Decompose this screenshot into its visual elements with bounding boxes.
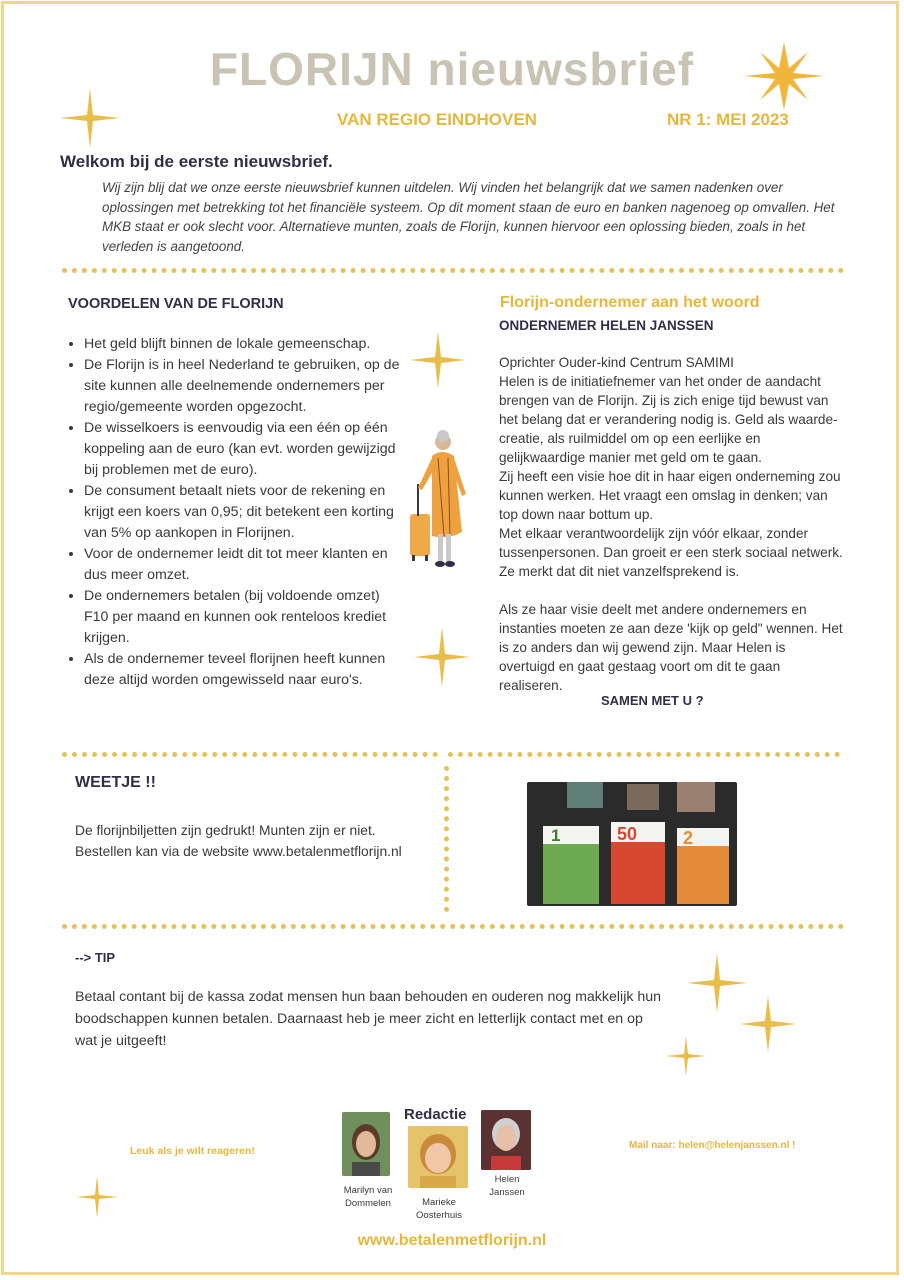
closing-question: SAMEN MET U ? xyxy=(601,693,704,708)
star-icon xyxy=(74,1174,120,1220)
entrepreneur-paragraph: Met elkaar verantwoordelijk zijn vóór elkaar, zonder tussenpersonen. Dan groeit er een sterk sociaal netwerk. Ze merkt dat dit niet vanzelfsprekend is. xyxy=(499,526,843,579)
banknote-2-label: 2 xyxy=(683,828,694,848)
benefits-list-container xyxy=(64,334,400,691)
editor-name: Helen Janssen xyxy=(489,1174,525,1198)
dotted-divider xyxy=(62,924,844,929)
star-icon xyxy=(738,994,798,1054)
banknotes-photo xyxy=(527,782,737,906)
fact-text: De florijnbiljetten zijn gedrukt! Munten zijn er niet. Bestellen kan via de website www.betalenmetflorijn.nl xyxy=(75,823,402,859)
fact-title: WEETJE !! xyxy=(75,774,156,791)
mail-address[interactable]: Mail naar: helen@helenjanssen.nl ! xyxy=(629,1140,796,1151)
dotted-divider xyxy=(448,752,840,757)
star-icon xyxy=(664,1034,708,1078)
issue-number: NR 1: MEI 2023 xyxy=(667,110,789,129)
star-icon xyxy=(412,626,472,688)
entrepreneur-paragraph: Zij heeft een visie hoe dit in haar eigen onderneming zou kunnen werken. Het vraagt een omslag in denken; van top down naar bottum up. xyxy=(499,469,841,522)
benefits-list xyxy=(64,334,400,691)
dotted-divider xyxy=(62,752,438,757)
welcome-title: Welkom bij de eerste nieuwsbrief. xyxy=(60,152,333,171)
entrepreneur-paragraph: Als ze haar visie deelt met andere ondernemers en instanties moeten ze aan deze 'kijk op geld" wennen. Het is zo anders dan wij gewend zijn. Maar Helen is overtuigd en gaat gestaag voort om dit te gaan realiseren. xyxy=(499,602,843,693)
website-link[interactable]: www.betalenmetflorijn.nl xyxy=(357,1232,547,1249)
react-invite: Leuk als je wilt reageren! xyxy=(130,1145,255,1157)
entrepreneur-name: ONDERNEMER HELEN JANSSEN xyxy=(499,318,714,333)
editor-name: Marieke Oosterhuis xyxy=(416,1197,462,1221)
avatar xyxy=(481,1110,531,1170)
region-subtitle: VAN REGIO EINDHOVEN xyxy=(337,110,537,129)
avatar xyxy=(342,1112,390,1176)
tip-text: Betaal contant bij de kassa zodat mensen hun baan behouden en ouderen nog makkelijk hun boodschappen kunnen betalen. Daarnaast heb je meer zicht en letterlijk contact met en op wat je uitgeeft! xyxy=(75,989,662,1049)
entrepreneur-story xyxy=(499,353,845,695)
tip-title: --> TIP xyxy=(75,950,116,965)
welcome-text: Wij zijn blij dat we onze eerste nieuwsbrief kunnen uitdelen. Wij vinden het belangrijk dat we samen nadenken over oplossingen met betrekking tot het financiële systeem. Op dit moment staan de euro en banken nagenoeg op omvallen. Het MKB staat er ook slecht voor. Alternatieve munten, zoals de Florijn, kunnen hiervoor een oplossing bieden, zoals in het verleden is aangetoond. xyxy=(102,180,835,254)
entrepreneur-heading: Florijn-ondernemer aan het woord xyxy=(500,294,760,311)
entrepreneur-paragraph: Helen is de initiatiefnemer van het onder de aandacht brengen van de Florijn. Zij is zich enige tijd bewust van het belang dat er verandering nodig is. Geld als waarde-creatie, als ruilmiddel om op een eerlijke en gelijkwaardige manier met geld om te gaan. xyxy=(499,374,838,465)
newsletter-title: FLORIJN nieuwsbrief xyxy=(209,43,695,95)
list-item: • De consument betaalt niets voor de rekening en krijgt een koers van 0,95; dit betekent een korting van 5% op aankopen in Florijnen. xyxy=(84,481,400,544)
editorial-title: Redactie xyxy=(404,1106,467,1123)
list-item: • Voor de ondernemer leidt dit tot meer klanten en dus meer omzet. xyxy=(84,544,400,586)
entrepreneur-role: Oprichter Ouder-kind Centrum SAMIMI xyxy=(499,355,734,370)
list-item: • De ondernemers betalen (bij voldoende omzet) F10 per maand en kunnen ook renteloos krediet krijgen. xyxy=(84,586,400,649)
avatar xyxy=(408,1126,468,1188)
star-icon xyxy=(408,330,468,390)
list-item: • De wisselkoers is eenvoudig via een één op één koppeling aan de euro (kan evt. worden gewijzigd bij problemen met de euro). xyxy=(84,418,400,481)
benefits-title: VOORDELEN VAN DE FLORIJN xyxy=(68,296,284,312)
dotted-divider xyxy=(62,268,844,273)
woman-with-suitcase-illustration xyxy=(408,428,476,572)
dotted-divider-vertical xyxy=(444,766,449,912)
banknote-50-label: 50 xyxy=(617,824,638,844)
list-item: • De Florijn is in heel Nederland te gebruiken, op de site kunnen alle deelnemende ondernemers per regio/gemeente worden opgezocht. xyxy=(84,355,400,418)
editor-name: Marilyn van Dommelen xyxy=(343,1185,393,1209)
list-item: • Als de ondernemer teveel florijnen heeft kunnen deze altijd worden omgewisseld naar euro's. xyxy=(84,649,400,691)
banknote-1-label: 1 xyxy=(551,826,561,845)
list-item: • Het geld blijft binnen de lokale gemeenschap. xyxy=(84,334,400,355)
